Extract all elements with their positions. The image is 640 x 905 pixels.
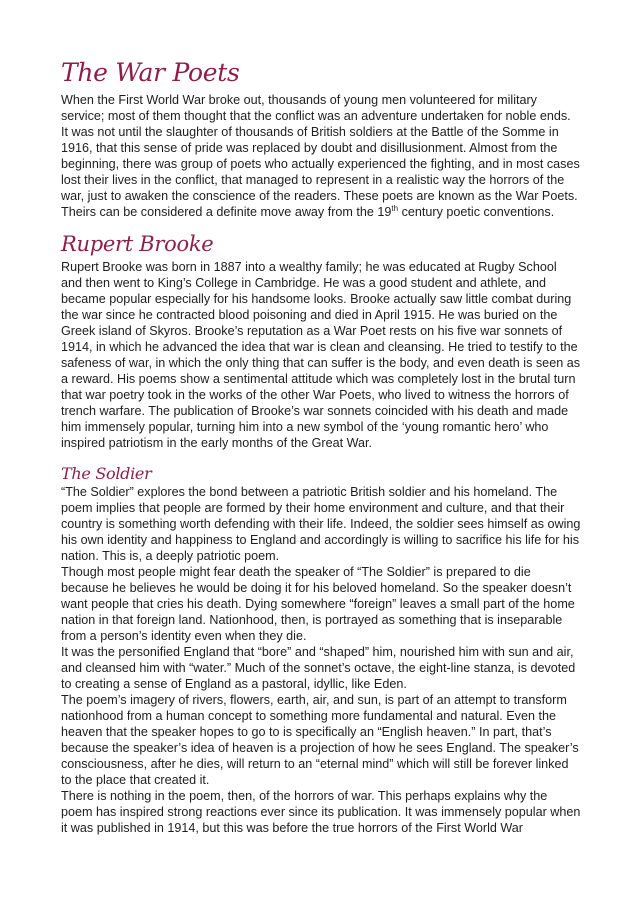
document-page — [61, 54, 581, 836]
soldier-paragraph-4: The poem’s imagery of rivers, flowers, earth, air, and sun, is part of an attempt to transform nationhood from a human concept to something more fundamental and natural. Even the heaven that the speaker hopes to go to is specifically an “English heaven.” In part, that’s because the speaker’s idea of heaven is a projection of how he sees England. The speaker’s consciousness, after he dies, will return to an “eternal mind” which will still be forever linked to the place that created it. — [61, 693, 579, 787]
soldier-paragraph-2: Though most people might fear death the speaker of “The Soldier” is prepared to die because he believes he would be doing it for his beloved homeland. So the speaker doesn’t want people that cries his death. Dying somewhere “foreign” leaves a small part of the home nation in that foreign land. Nationhood, then, is portrayed as something that is inseparable from a person’s identity even when they die. — [61, 565, 575, 643]
intro-superscript: th — [391, 203, 399, 213]
intro-text-end: century poetic conventions. — [398, 205, 555, 219]
soldier-paragraph-3: It was the personified England that “bore” and “shaped” him, nourished him with sun and air, and cleansed him with “water.” Much of the sonnet’s octave, the eight-line stanza, is devoted to creating a sense of England as a pastoral, idyllic, like Eden. — [61, 645, 576, 691]
intro-paragraph — [61, 92, 581, 220]
soldier-paragraph-5: There is nothing in the poem, then, of the horrors of war. This perhaps explains why the poem has inspired strong reactions ever since its publication. It was immensely popular when it was published in 1914, but this was before the true horrors of the First World War — [61, 789, 581, 835]
section-title-rupert-brooke: Rupert Brooke — [61, 232, 214, 256]
intro-text: When the First World War broke out, thousands of young men volunteered for military service; most of them thought that the conflict was an adventure undertaken for noble ends. It was not until the slaughter of thousands of British soldiers at the Battle of the Somme in 1916, that this sense of pride was replaced by doubt and disillusionment. Almost from the beginning, there was group of poets who actually experienced the fighting, and in most cases lost their lives in the conflict, that managed to represent in a realistic way the horrors of the war, just to awaken the conscience of the readers. These poets are known as the War Poets. Theirs can be considered a definite move away from the 19 — [61, 93, 580, 219]
page-title: The War Poets — [61, 58, 240, 87]
brooke-paragraph: Rupert Brooke was born in 1887 into a wealthy family; he was educated at Rugby School and then went to King’s College in Cambridge. He was a good student and athlete, and became popular especially for his handsome looks. Brooke actually saw little combat during the war since he contracted blood poisoning and died in April 1915. He was buried on the Greek island of Skyros. Brooke’s reputation as a War Poet rests on his five war sonnets of 1914, in which he advanced the idea that war is clean and cleansing. He tried to testify to the safeness of war, in which the only thing that can suffer is the body, and even death is seen as a reward. His poems show a sentimental attitude which was completely lost in the brutal turn that war poetry took in the works of the other War Poets, who lived to witness the horrors of trench warfare. The publication of Brooke’s war sonnets coincided with his death and made him immensely popular, turning him into a new symbol of the ‘young romantic hero’ who inspired patriotism in the early months of the Great War. — [61, 260, 580, 450]
subsection-title-the-soldier: The Soldier — [61, 464, 152, 483]
soldier-paragraph-1: “The Soldier” explores the bond between a patriotic British soldier and his homeland. The poem implies that people are formed by their home environment and culture, and that their country is something worth defending with their life. Indeed, the soldier sees himself as owing his own identity and happiness to England and accordingly is willing to sacrifice his life for his nation. This is, a deeply patriotic poem. — [61, 485, 581, 563]
